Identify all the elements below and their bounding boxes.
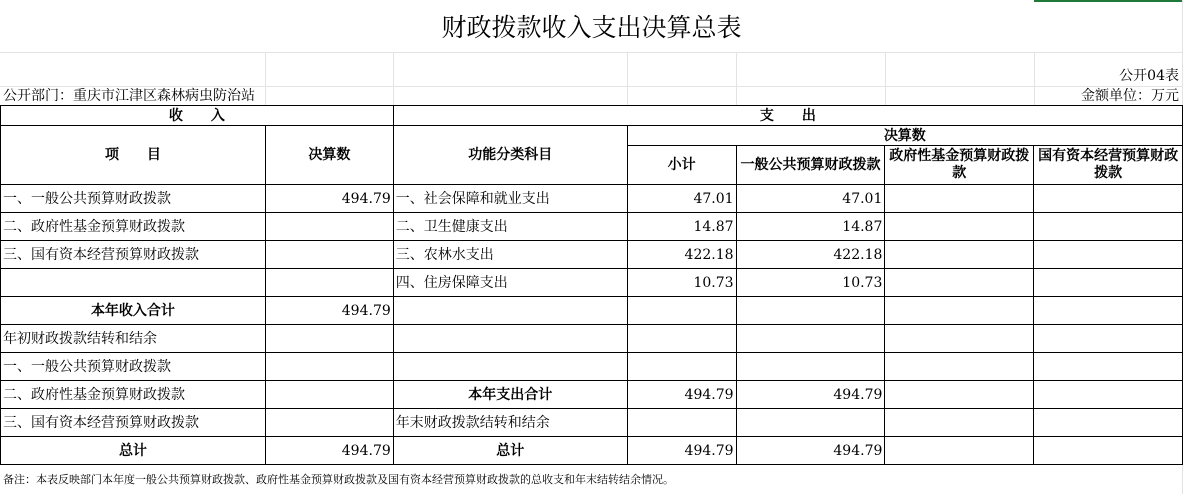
subtotal-cell: 14.87 [627,213,736,241]
fund-cell [885,269,1034,297]
gridline [627,52,628,105]
fund-cell [885,185,1034,213]
subtotal-cell [627,409,736,437]
subtotal-cell: 422.18 [627,241,736,269]
income-amount [265,353,393,381]
gov-fund-header: 政府性基金预算财政拨款 [885,146,1034,185]
income-amount [265,213,393,241]
subtotal-header: 小计 [627,146,736,185]
expenditure-subject [393,297,627,325]
func-subject-header: 功能分类科目 [393,126,627,185]
income-item: 本年收入合计 [1,297,266,325]
form-code: 公开04表 [1119,68,1179,84]
table-row [1,437,1183,465]
income-amount [265,409,393,437]
table-row [1,185,1183,213]
income-amount: 494.79 [265,437,393,465]
footnote: 备注：本表反映部门本年度一般公共预算财政拨款、政府性基金预算财政拨款及国有资本经营预算财政拨款的总收支和年末结转结余情况。 [3,473,674,486]
capital-cell [1034,185,1183,213]
gridline [0,86,1183,87]
general-public-header: 一般公共预算财政拨款 [736,146,885,185]
income-amount [265,325,393,353]
income-item [1,269,266,297]
subtotal-cell: 494.79 [627,437,736,465]
general-cell: 422.18 [736,241,885,269]
income-item: 一、一般公共预算财政拨款 [1,185,266,213]
fund-cell [885,241,1034,269]
expenditure-subject: 二、卫生健康支出 [393,213,627,241]
income-amount: 494.79 [265,297,393,325]
income-item: 三、国有资本经营预算财政拨款 [1,409,266,437]
expenditure-header: 支 出 [393,106,1182,126]
income-header: 收 入 [1,106,394,126]
expenditure-subject: 一、社会保障和就业支出 [393,185,627,213]
budget-table [0,105,1183,465]
general-cell [736,297,885,325]
income-item: 三、国有资本经营预算财政拨款 [1,241,266,269]
capital-cell [1034,269,1183,297]
fund-cell [885,437,1034,465]
gridline [393,52,394,105]
general-cell [736,409,885,437]
subtotal-cell: 10.73 [627,269,736,297]
table-row [1,269,1183,297]
income-amount [265,241,393,269]
expenditure-subject: 年末财政拨款结转和结余 [393,409,627,437]
expenditure-subject: 本年支出合计 [393,381,627,409]
expenditure-subject: 四、住房保障支出 [393,269,627,297]
fund-cell [885,381,1034,409]
capital-cell [1034,325,1183,353]
income-item: 二、政府性基金预算财政拨款 [1,213,266,241]
general-cell: 10.73 [736,269,885,297]
subtotal-cell [627,297,736,325]
subtotal-cell [627,353,736,381]
unit-label: 金额单位：万元 [1081,88,1179,104]
subtotal-cell: 494.79 [627,381,736,409]
table-row [1,241,1183,269]
subtotal-cell: 47.01 [627,185,736,213]
fund-cell [885,297,1034,325]
item-header: 项 目 [1,126,266,185]
fund-cell [885,213,1034,241]
amount-header: 决算数 [265,126,393,185]
capital-cell [1034,213,1183,241]
income-amount [265,269,393,297]
capital-cell [1034,409,1183,437]
table-row [1,297,1183,325]
fund-cell [885,353,1034,381]
table-row [1,409,1183,437]
general-cell [736,353,885,381]
general-cell: 14.87 [736,213,885,241]
expenditure-subject: 三、农林水支出 [393,241,627,269]
expenditure-subject: 总计 [393,437,627,465]
gridline [265,52,266,105]
gridline [885,52,886,105]
income-amount [265,381,393,409]
fund-cell [885,325,1034,353]
gridline [736,52,737,105]
income-item: 总计 [1,437,266,465]
general-cell: 494.79 [736,381,885,409]
table-row [1,213,1183,241]
income-amount: 494.79 [265,185,393,213]
expenditure-subject [393,325,627,353]
capital-cell [1034,353,1183,381]
table-row [1,325,1183,353]
department-label: 公开部门：重庆市江津区森林病虫防治站 [3,88,255,104]
general-cell: 47.01 [736,185,885,213]
gridline [1034,52,1035,105]
capital-cell [1034,437,1183,465]
capital-cell [1034,241,1183,269]
state-capital-header: 国有资本经营预算财政拨款 [1034,146,1183,185]
capital-cell [1034,297,1183,325]
final-amount-header: 决算数 [627,126,1182,146]
income-item: 年初财政拨款结转和结余 [1,325,266,353]
subtotal-cell [627,325,736,353]
income-item: 二、政府性基金预算财政拨款 [1,381,266,409]
gridline [0,52,1183,53]
general-cell [736,325,885,353]
table-row [1,381,1183,409]
general-cell: 494.79 [736,437,885,465]
expenditure-subject [393,353,627,381]
fund-cell [885,409,1034,437]
table-row [1,353,1183,381]
capital-cell [1034,381,1183,409]
income-item: 一、一般公共预算财政拨款 [1,353,266,381]
report-title: 财政拨款收入支出决算总表 [441,13,742,42]
